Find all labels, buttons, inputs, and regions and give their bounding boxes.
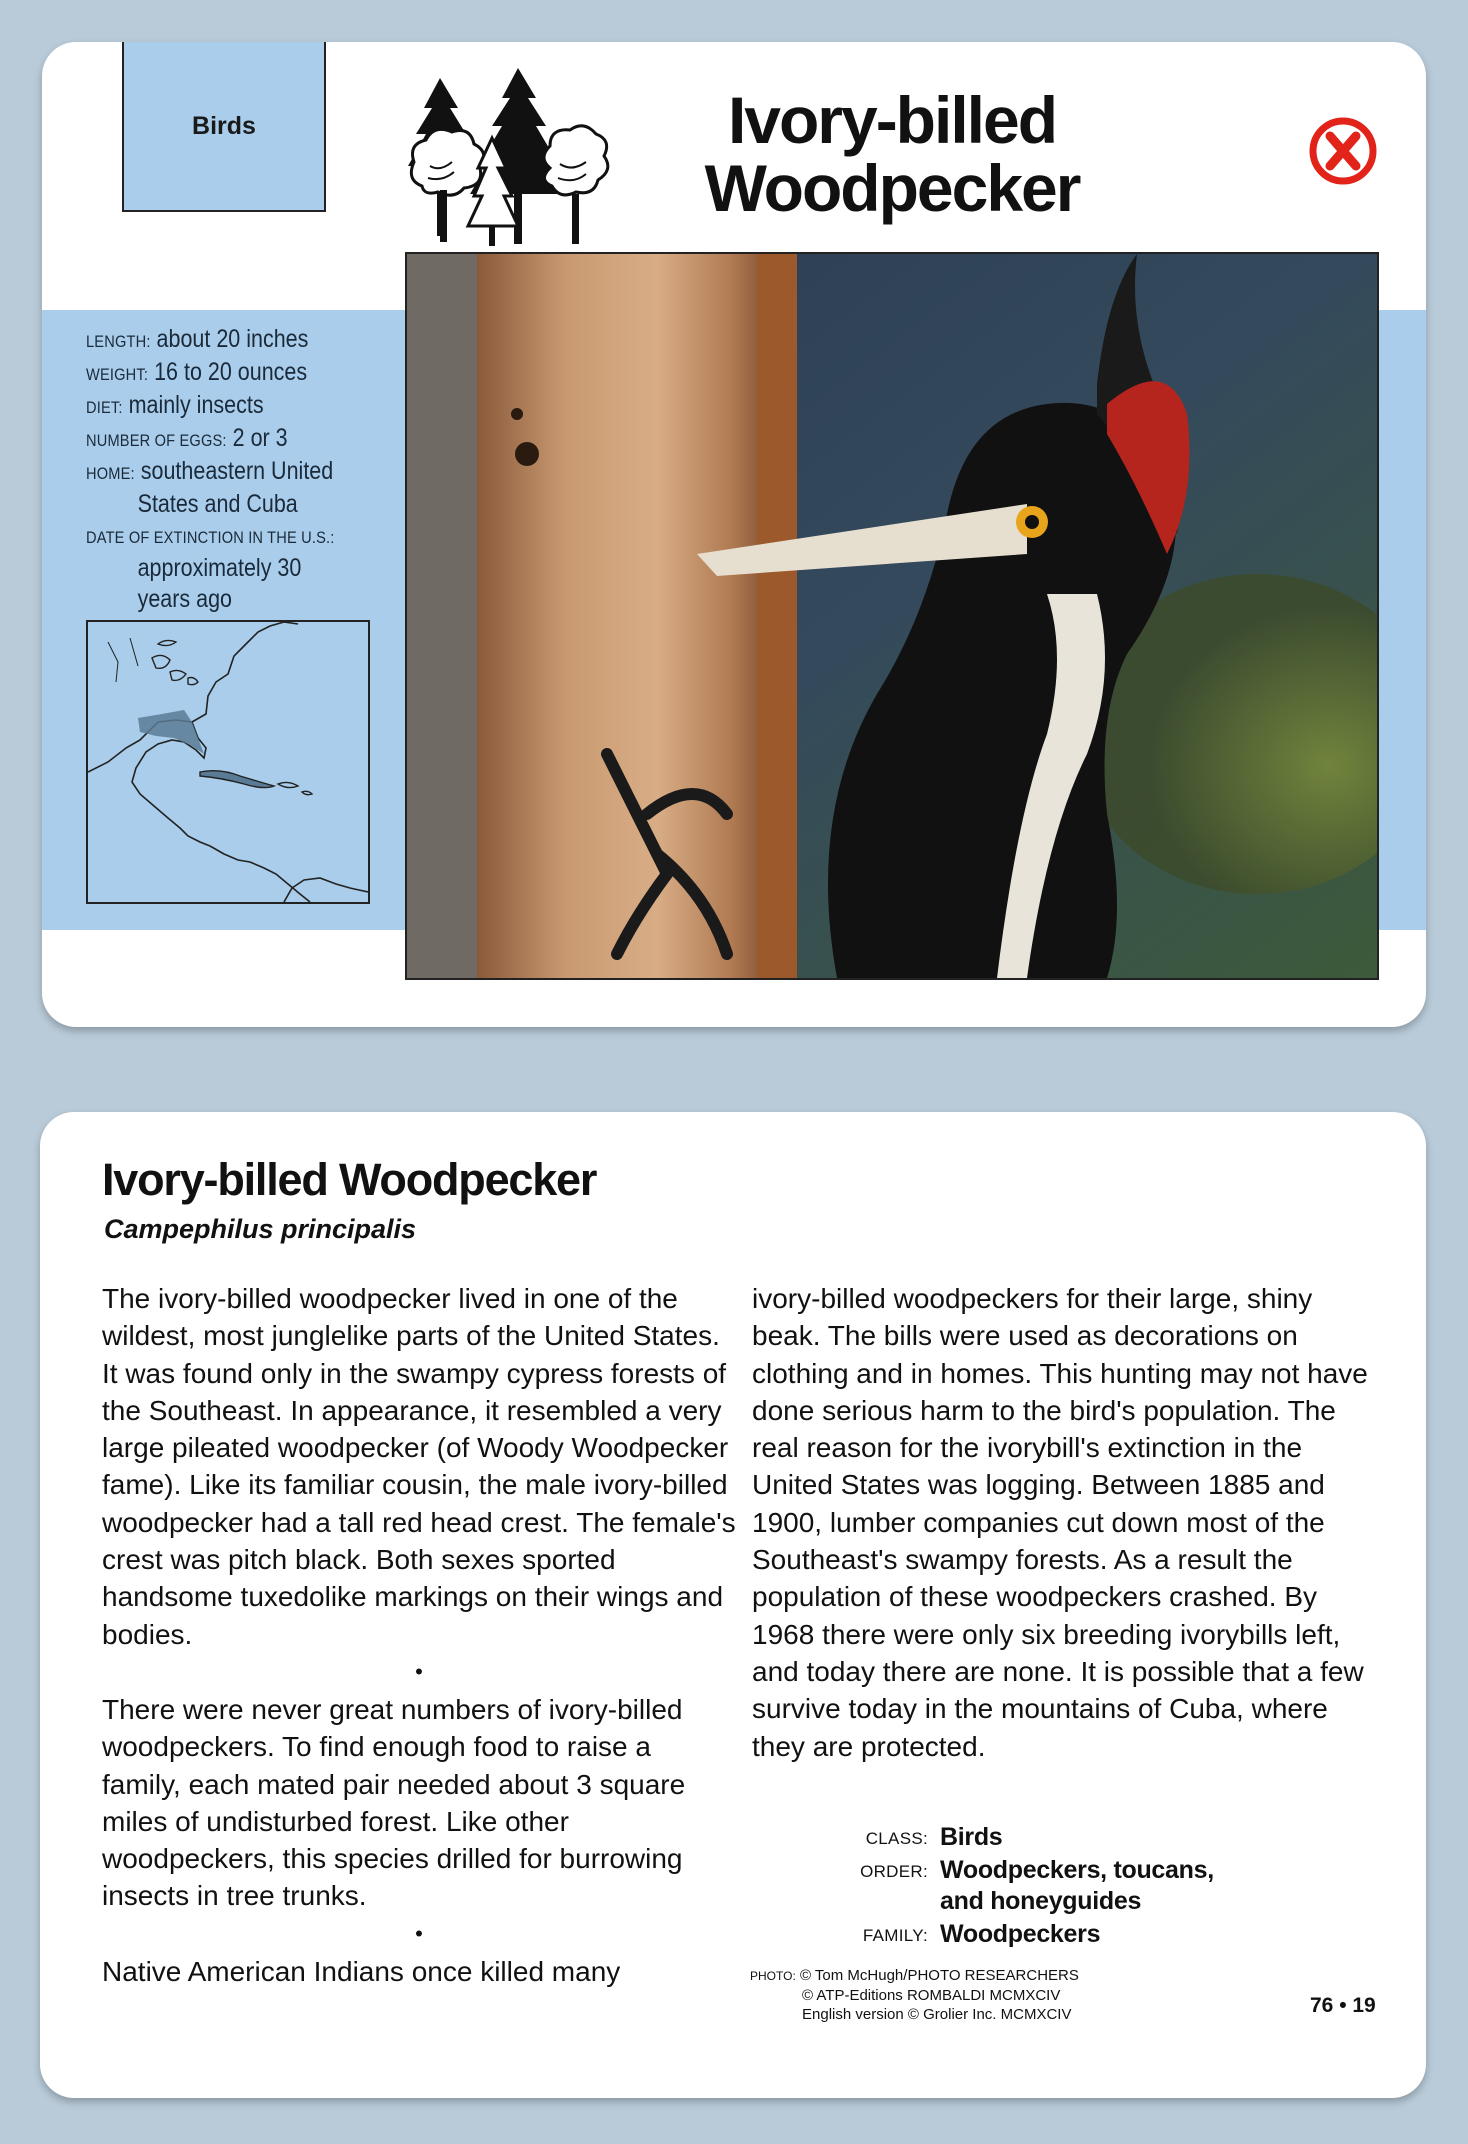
paragraph-3: Native American Indians once killed many (102, 1955, 621, 1987)
fact-home: HOME: southeastern United States and Cuba (86, 457, 334, 518)
paragraph-2: There were never great numbers of ivory-billed woodpeckers. To find enough food to raise a family, each mated pair needed about 3 square miles of undisturbed forest. Like other woodpeckers, this species drilled for burrowing insects in tree trunks. (102, 1693, 686, 1912)
scientific-name: Campephilus principalis (104, 1214, 417, 1244)
fact-length: LENGTH: about 20 inches (86, 325, 309, 353)
back-title: Ivory-billed Woodpecker (102, 1154, 597, 1205)
text-column-1 (102, 1280, 736, 1990)
card-title (662, 83, 1122, 225)
fact-weight: WEIGHT: 16 to 20 ounces (86, 358, 308, 386)
taxonomy-order: ORDER: Woodpeckers, toucans, and honeyguides (860, 1856, 1214, 1915)
title-line-1: Ivory-billed (727, 83, 1057, 157)
taxonomy (852, 1822, 1240, 1952)
trees-icon (400, 68, 612, 250)
card-number: 76 • 19 (1310, 1994, 1376, 2017)
title-line-2: Woodpecker (704, 151, 1080, 225)
taxonomy-class: CLASS: Birds (865, 1823, 1003, 1851)
photo-credits: PHOTO: © Tom McHugh/PHOTO RESEARCHERS © ATP-Editions ROMBALDI MCMXCIV English version © Grolier Inc. MCMXCIV (750, 1967, 1079, 2023)
category-box (122, 42, 326, 212)
extinct-x-icon (1308, 116, 1378, 186)
paragraph-4: ivory-billed woodpeckers for their large, shiny beak. The bills were used as decorations on clothing and in homes. This hunting may not have done serious harm to the bird's population. The real reason for the ivorybill's extinction in the United States was logging. Between 1885 and 1900, lumber companies cut down most of the Southeast's swampy forests. As a result the population of these woodpeckers crashed. By 1968 there were only six breeding ivorybills left, and today there are none. It is possible that a few survive today in the mountains of Cuba, where they are protected. (752, 1283, 1368, 1762)
fact-list (86, 324, 361, 615)
fact-extinction-date: DATE OF EXTINCTION IN THE U.S.: approximately 30 years ago (86, 528, 335, 613)
woodpecker-photo (405, 252, 1379, 980)
bullet-separator: • (415, 1920, 423, 1946)
blue-band-right (1375, 310, 1426, 930)
text-column-2 (752, 1280, 1382, 1765)
back-card (40, 1112, 1426, 2098)
fact-diet: DIET: mainly insects (86, 391, 264, 419)
bullet-separator: • (415, 1658, 423, 1684)
range-map (86, 620, 370, 904)
paragraph-1: The ivory-billed woodpecker lived in one of the wildest, most junglelike parts of the United States. It was found only in the swampy cypress forests of the Southeast. In appearance, it resembled a very large pileated woodpecker (of Woody Woodpecker fame). Like its familiar cousin, the male ivory-billed woodpecker had a tall red head crest. The female's crest was pitch black. Both sexes sported handsome tuxedolike markings on their wings and bodies. (102, 1283, 736, 1650)
category-label: Birds (192, 111, 256, 140)
fact-eggs: NUMBER OF EGGS: 2 or 3 (86, 424, 288, 452)
taxonomy-family: FAMILY: Woodpeckers (862, 1920, 1101, 1948)
front-card (42, 42, 1426, 1027)
